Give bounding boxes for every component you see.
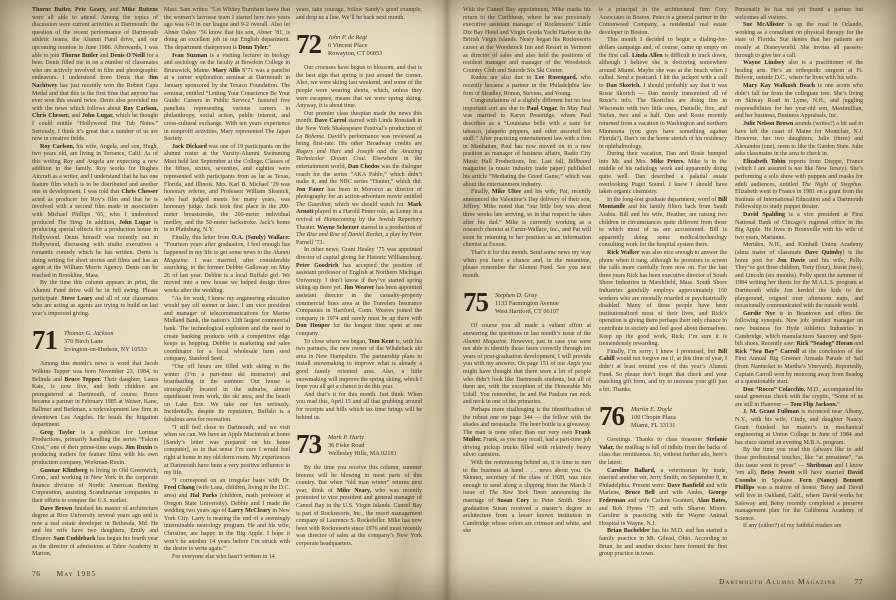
class-notes-paragraph: Mary Kay Walkush Beach is one acorn who didn’t fall far from the collegiate tree. She’s living on Skiway Road in Lyme, N.H., and juggling responsibilities for her year-old son, Maximillian, and her business, Business Appraisals, Inc.: [735, 82, 863, 120]
class-notes-paragraph: With the reminiscing behind us, it is time to turn to the business at hand . . . news about you. Os Skinner, secretary of the class of 1928, was nice enough to send along a clipping from the March 3 issue of The New York Times announcing the marriage of Susan Cory to Peter Smith. Since graduation Susan received a master’s degree in architecture from a lesser known institution in Cambridge whose colors are crimson and white, and she: [463, 460, 591, 535]
class-notes-paragraph: That’s it for this month. Send some news my way when you have a chance and, in the meantime, please remember the Alumni Fund. See you next month.: [463, 250, 591, 279]
class-notes-paragraph: For everyone else who hasn’t written in 14: [172, 553, 275, 560]
class-secretary-info: Stephen D. Gray 1133 Farmington Avenue West Hartford, CT 06107: [495, 292, 560, 316]
class-notes-paragraph: Thorne Butler, Pete Geary, and Mike Rubens were all able to attend. Among the topics of discussion were current activities at Dartmouth: the question of the recent performance of Dartmouth athletic teams, the Alumni Fund drive, and our upcoming reunion in June 1986. Afterwards, I was able to join Thorne Butler and Denis O’Neill for a beer. Denis filled me in on a number of classmates who are actively involved in film and photographic endeavors. I understood from Denis that Jim Nachtwey has just recently won the Robert Capa Medal and that this is the first time that anyone has ever won this award twice. Denis also provided me with the news which follows about Roy Carlson, Chris Chesser, and John Lugar, which he thought I could entitle “Hollywood Hot Tub Notes.” Seriously, I think it’s great that a number of us are now in creative fields.: [32, 7, 158, 143]
class-notes-paragraph: “As for work, I knew my engineering education would pay off sooner or later. I am vice president and manager of telecommunications for Marine Midland Bank, the nation’s 12th largest commercial bank. The technological explosion and the need to create banking products with a competitive edge keeps us hopping. Debbie is marketing and sales coordinator for a local wholesale farm seed company, Stanford Seed.: [164, 295, 290, 363]
class-notes-paragraph: Elizabeth Tobin reports from Dieppe, France (which I am assured is not like New Jersey). She’s performing a solo show with puppets and masks for adult audiences, entitled The Night of Sisyphus. Elizabeth went to France in 1981 on a grant from the Institute of International Education and a Dartmouth Fellowship to study puppet theater.: [735, 158, 863, 211]
class-year-number: 73: [296, 429, 321, 460]
right-page-column-3: [735, 7, 863, 567]
class-notes-paragraph: Gordie Nye is in Beantown and offers the following synopsis. New job: product manager on new business for Hyde Athletics Industries in Cambridge, which manufactures Saucony and Spot-bilt shoes. Recently saw: Rick “Seadog” Horan and Rick “Sea Bay” Carroll at the conclusion of the First Annual Big Greener Armada Parade of Sail (from Nantucket to Martha’s Vineyard). Reportedly, Captain Carroll won by motoring away from Seadog at a questionable start.: [735, 310, 863, 386]
class-notes-paragraph: Dave Brown finished his master of architecture degree at Rice University several years ago and is now a real estate developer in Bethesda, Md. He and his wife have two daughters, Emily and Eleanor. Sam Cuddeback has begun his fourth year as the director of admissions at Tabor Academy in Marion,: [32, 505, 158, 558]
class-notes-paragraph: Ivan Suzman is a visiting lecturer in biology and sociology on the faculty at Bowdoin College in Brunswick, Maine. Mary Allis S’71 was a panelist at a career exploration seminar at Dartmouth in January sponsored by the Texaco Foundation. The seminar, entitled “Letting Your Conscience Be Your Guide: Careers in Public Service,” featured five panelists representing various careers in philanthropy, social action, public interest, and cross-cultural exchange. With ten years experience in nonprofit activities, Mary represented The Japan Society.: [164, 52, 290, 143]
class-notes-paragraph: David Spalding is a vice president at First National Bank of Chicago’s regional office in the Big Apple. He lives in Bronxville with his wife of two years, Marianne.: [735, 212, 863, 241]
left-page-column-3: [296, 7, 422, 567]
class-secretary-info: John P. de Regt 6 Vincent Place Rowayton, CT 06853: [328, 34, 383, 58]
class-notes-paragraph: By the time you receive this column, summer breezes will be blowing in most parts of this country. But when “old man winter” returns next year, think of Mike Neary, who was recently promoted to vice president and general manager of Caneel Bay in the U.S. Virgin Islands. Caneel Bay is part of Rockresorts, Inc., the resort management company of Laurence S. Rockefeller. Mike has now been with Rockresorts since 1976 and most recently was director of sales at the company’s New York corporate headquarters.: [296, 465, 422, 548]
class-notes-paragraph: Among this month’s news is word that Jacob Wilkins Tepper was born November 23, 1984, to Belinda and Bruce Tepper. Their daughter, Laura Kate, is now five, and both children are preregistered at Dartmouth, of course. Bruce became a partner in February 1985 at Weiser, Kane, Ballmer and Berkman, a redevelopment law firm in downtown Los Angeles. He heads the litigation department.: [32, 361, 158, 429]
right-page-column-2: [599, 7, 727, 567]
class-header-76: [599, 401, 727, 432]
secretary-name: Thomas G. Jackson: [64, 330, 114, 338]
class-notes-paragraph: Rick Walker was also nice enough to answer the phone when it rang, although he promises to screen the calls more carefully from now on. For the last three years Rick has been executive director of South Shore Industries in Marshfield, Mass. South Shore Industries gainfully employs approximately 160 workers who are mentally retarded or psychiatrically disabled. Many of these people have been institutionalized most of their lives, and Rick’s operation is giving them perhaps their only chance to contribute to society and feel good about themselves. Keep up the good work, Rick; I’m sure it is tremendously rewarding.: [599, 250, 727, 348]
class-header-75: [463, 287, 591, 318]
left-page-column-2: [164, 7, 290, 567]
class-secretary-info: Martin E. Doyle 100 Chopin Plaza Miami, FL 33131: [631, 406, 676, 430]
class-notes-paragraph: By the time you read this (always like to add those professional touches, like “at presstime”, “as this issue went to press” — Shribman and I know ’em all), Betsy Jewett will have married David Coombs in Spokane. Fern (Nancy) Bennett Phillips was a matron of honor. Betsy and David will live in Oakland, Calif., where David works for Safeway and Betsy recently completed a preserve management plan for the California Academy of Science.: [735, 447, 863, 522]
secretary-name: John P. de Regt: [328, 34, 368, 42]
class-notes-paragraph: years, take courage, follow Sandy’s good example, and drop us a line. We’ll be back next month.: [296, 7, 422, 21]
right-page-number: 77: [854, 577, 863, 586]
class-notes-paragraph: Greg Taylor is a publicist for Lorimar Productions, primarily handling the series “Falcon Crest,” one of their prime-time soaps. Jim Ruxin is producing trailers for feature films with his own production company, Workman-Ruxin.: [32, 429, 158, 467]
class-notes-paragraph: Brian Bachelder has his M.D. and has started a family practice in Mt. Gilead, Ohio. According to Brian, he and another doctor have formed the first group practice in town.: [599, 528, 727, 558]
class-notes-paragraph: This month I decided to begin a dialing-for-dollars campaign and, of course, came up empty on the first call. Linda Allen is difficult to track down, although I believe she is doctoring somewhere around Miami. Maybe she was at the beach when I called. Send a postcard. I hit the jackpot with a call to Dan Skorich. I should probably say that it was Rosie Skorich — Dan merely transmitted all of Rosie’s info. The Skoriches are doing fine in Wisconsin with two little ones, Danielle, five, and Stefan, two and a half. Dan and Rosie recently returned from a vacation to Washington and northern Minnesota (you guys have something against Florida?). Dan’s on the home stretch of his residency in ophthalmology.: [599, 37, 727, 150]
class-notes-paragraph: If any (either?) of my faithful readers are: [743, 523, 842, 530]
class-notes-paragraph: Wayne Lindsey also is a practitioner of the healing arts. He’s an orthopedic surgeon at Ft. Belvoir, outside D.C., where he lives with his wife.: [735, 60, 863, 82]
class-notes-paragraph: In the long-lost graduate department, word of Bill Montanile and his family filters back from Saudi Arabia. Bill and his wife, Heather, are raising two children in circumstances quite different from those to which most of us are accustomed. Bill is apparently doing some medical/technology consulting work for the hospital system there.: [599, 196, 727, 249]
class-notes-paragraph: “Our off hours are filled with skiing in the winter (I’m a part-time ski instructor) and boardsailing in the summer. Our house is strategically located in the suburbs, almost equidistant from work, the ski area, and the beach on Lake Erie. We take our fun seriously. Incidentally, despite its reputation, Buffalo is a fabulous area for recreation.: [164, 363, 290, 424]
class-notes-paragraph: To close where we began, Tom Kent is, with his two partners, the new owner of the Whaleback ski area in New Hampshire. The partnership plans to install snowmaking to improve what is already a good family oriented area. Also, a little snowmaking will improve the spring skiing, which I hope you all get a chance to do this year.: [296, 338, 422, 391]
class-year-number: 71: [32, 325, 57, 356]
right-page: [448, 0, 896, 600]
class-year-number: 75: [463, 287, 488, 318]
class-notes-paragraph: “I correspond on an irregular basis with Dr. Fred Chang (wife Lana, children, living in the D.C. area) and Hal Parks (children, math professor at Oregon State University). Debbie and I made the wedding two years ago of Larry McCleary in New York City. Larry is nearing the end of a seemingly interminable neurology program. He and his wife, Christine, are happy in the Big Apple. I hope it won’t be another 14 years before I’m struck with the desire to write again.”: [164, 477, 290, 553]
class-header-72: [296, 29, 422, 60]
class-notes-paragraph: Greetings. Thanks to class treasurer Stefanie Valar, the mailbag is full of tidbits from the backs of class due remittances. So, without further ado, here’s the latest:: [599, 437, 727, 467]
right-page-footer: [463, 577, 863, 586]
class-notes-paragraph: Gunnar Klintberg is living in Old Greenwich, Conn., and working in New York in the corporate finance division of Nordic American Banking Corporation, assisting Scandinavian companies in their efforts to conquer the U.S. market.: [32, 467, 158, 505]
class-notes-paragraph: Meriden, N.H., and Kimball Union Academy (alma mater of classmate Dave Quimby) is the home port for Jon Davie and his wife, Polly. They’ve got three children, Tony (four), Jessie (two), and Lincoln (six months). Polly spent the summer of 1984 writing her thesis for the M.A.L.S. program at Dartmouth while Jon herded the kids to the playground, reigned over afternoon naps, and occasionally communicated with the outside world.: [735, 242, 863, 310]
magazine-title: Dartmouth Alumni Magazine: [719, 577, 837, 586]
class-notes-paragraph: J. M. Grant Fullman is esconced near Albany, N.Y., with his wife, Cindy, and daughter Nancy. Grant finished his master’s in mechanical engineering at Union College in June of 1984 and has since started an evening M.B.A. program.: [735, 409, 863, 446]
class-notes-paragraph: By the time this column appears in print, the Alumni Fund drive will be in full swing. Please participate. Steve Leary and all of our classmates who are acting as agents are trying to build on last year’s improved giving.: [32, 280, 158, 317]
class-notes-paragraph: Roy Carlson, his wife, Angela, and son, Hugh, two years old, are living in Torrance, Calif. As of this writing Roy and Angela are expecting a new addition to the family. Roy works for Hughes Aircraft as a writer, and I understand that he has one feature film which is to be distributed and another one in development. I was told that Chris Chesser acted as producer for Roy’s film and that he is involved with a second film made in association with Michael Phillips ’65, who I understood produced The Sting. In addition, John Lugar is producing special effects for a production house in Hollywood. Denis himself was recently out in Hollywood, discussing with studio executives a romantic comedy which he has written. Denis is doing writing for short stories and films and has an agent at the William Morris Agency. Denis can be reached in Brookline, Mass.: [32, 143, 158, 279]
class-notes-paragraph: Jack Dickard was one of 19 participants on the alumni roster at the Varsity-Alumni Swimming Meet held last September at the College. Classes of the fifties, sixties, seventies, and eighties were represented with participants from as far as Texas, Florida, and Illinois. Mrs. Karl B. Michael ’29 was honorary referee, and Professor William Slesnick, who had judged meets for many years, was honorary judge. Jack took first place in the 200-meter breaststroke, the 200-meter individual medley, and the 50-meter backstroke. Jack’s home is in Plattsburg, N.Y.: [164, 143, 290, 234]
class-header-73: [296, 429, 422, 460]
class-notes-paragraph: Caroline Ballard, a veterinarian by trade, married another vet, Jerry Smith, on September 8, in Philadelphia. Present were: Dave Banfield and wife Marlene, Bruce Bell and wife Andes, George Federman and wife Carlene Granieri, Alan Bates, and Bob Hynes ’75 and wife Sharon Moore. Caroline is practicing with the Wayne Animal Hospital in Wayne, N.J.: [599, 467, 727, 527]
left-page-footer: [32, 569, 96, 578]
class-notes-paragraph: In other news, Grant Healey ’75 was appointed director of capital giving for Historic Williamsburg. Peter Goodrich has accepted the position of assistant professor of English at Northern Michigan University. I don’t know if they’ve started spring skiing up there yet. Jim Weaver has been appointed assistant director in the casualty-property commercial lines area at the Travelers Insurance Companies in Hartford, Conn. Weaves joined the company in 1974 and surely must be up there with Don Houper for the longest time spent at one company.: [296, 247, 422, 337]
class-notes-paragraph: Finally, Mike Ultee and his wife, Pat, recently announced the Valentine’s Day delivery of their son, Jeffrey. Mike noted that “our little boy was about three weeks late arriving, so in that respect he takes after his dad.” Mike is currently working as a research chemist at Carter-Wallace, Inc., and Pat will soon be returning to her position as an information chemist at Exxon.: [463, 189, 591, 249]
class-notes-paragraph: is a principal in the architectural firm Cory Associates in Boston. Peter is a general partner in the Cottonwood Company, a residential real estate developer in Boston.: [599, 7, 727, 36]
class-header-71: [32, 325, 158, 356]
class-notes-paragraph: Mass. Sam writes: “Let Whitey Burnham know that the women’s lacrosse team I started here two years ago was 6-0 in our league and 9-2 overall. Also let Abner Oakes ’56 know that his son, Abner ’81, is doing an excellent job in our English department. The department chairperson is Donn Tyler.”: [164, 7, 290, 51]
class-notes-paragraph: Of course you all made a valiant effort at answering the questions in last month’s issue of the Alumni Magazine. However, just in case you were not able to identify those faces correctly through ten years of post-graduation development, I will provide you with my answers. On page 151 of our Aegis you might have thought that there were a lot of people who didn’t look like Dartmouth students, but all of them are, with the exception of the Honorable Mo Udall. You remember, he and Pat Paulsen ran neck and neck in one of the primaries.: [463, 323, 591, 406]
class-notes-paragraph: Julie Nelson Brown sounds (writes?) a bit sad to have left the coast of Maine for Montclair, N.J. However, her two daughters, Julie (three) and Alexandra (one), seem to like the Garden State. Julie asks classmates in the area to check in.: [735, 120, 863, 158]
right-page-column-1: [463, 7, 591, 567]
class-notes-paragraph: Finally, this letter from O.A. (Sandy) Wallace: “Fourteen years after graduation, I feel enough has happened in my life to get some news to the Alumni Magazine. I was married, after considerable searching, to the former Debbie Galloway on May 26 of last year. Debbie is a local Buffalo girl. We moved into a new house we helped design three weeks after the wedding.: [164, 234, 290, 294]
class-notes-paragraph: Don “Rocco” Colacchio, M.D., accompanied his usual generous check with the cryptic, “Some of us are still in Hanover — Tom Flip Jackson.”: [735, 386, 863, 408]
left-page-column-1: [32, 7, 158, 567]
class-notes-paragraph: Our crocuses have begun to blossom, and that is the best sign that spring is just around the corner. Also, we were skiing last weekend, and some of the people were wearing shorts, which, unless they were escapees, means that we were spring skiing. Anyway, it is about time.: [296, 65, 422, 110]
class-notes-paragraph: Kudos are also due to Lee Rosengard, who recently became a partner in the Philadelphia law firm of Stradley, Ronon, Stevens, and Young.: [463, 75, 591, 97]
class-notes-paragraph: During their vacation, Dan and Rosie bumped into Mr. and Mrs. Mike Peters. Mike is in the middle of his radiology work and apparently doing quite well. Dan described a palatial estate overlooking Puget Sound. I knew I should have taken organic chemistry.: [599, 151, 727, 196]
class-notes-paragraph: And that’s it for this month. Just think. When you read this, April 15 and all that grubbing around for receipts and bills which tax time brings will be behind us.: [296, 391, 422, 421]
class-secretary-info: Mark P. Harty 36 Fiske Road Wellesley Hills, MA 02181: [328, 434, 397, 458]
class-secretary-info: Thomas G. Jackson 370 Birch Lane Irvington-on-Hudson, NY 10533: [64, 330, 147, 354]
class-notes-paragraph: Perhaps more challenging is the identification of the robust one on page 344 — the fellow with the shades and moustache. The beer bottle is a giveaway. The man is none other than our very own Frank Muller. Frank, as you may recall, had a part-time job driving pickup trucks filled with relatively heavy silver canisters.: [463, 406, 591, 459]
class-notes-paragraph: Our premier class thespian made the news this month. Dave Carrol starred with Linda Ronstadt in the New York Shakespeare Festival’s production of La Boheme. David’s performance was reviewed as being first-rate. His other Broadway credits are Rogers and Hart and Joseph and the Amazing Technicolor Dream Coat. Elsewhere in the entertainment world, Dan Chodos was the dialogue coach for the series “AKA Pablo,” which didn’t make it, and the NBC series “Hunter,” which did. Jon Fauer has been in Morocco as director of photography for an action-adventure movie entitled The Guardian, which we should watch for. Mark Arnott played in a Harold Pinter role, as Lenny in a revival of Homecoming by the Jewish Repertory Theater. Wayne Scherzer starred in a production of The Rise and Rise of Daniel Rocket, a play by Peter Parnell ’73.: [296, 110, 422, 246]
class-year-number: 72: [296, 29, 321, 60]
left-page-number: 76: [32, 569, 41, 578]
secretary-name: Stephen D. Gray: [495, 292, 538, 300]
class-year-number: 76: [599, 401, 624, 432]
class-notes-paragraph: “I still feel close to Dartmouth, and we visit when we can. We have an Apple Macintosh at home [Sandy’s letter was prepared on his home computer], so in that sense I’m sure I would feel right at home in my old dorm room. My experiences at Dartmouth have been a very positive influence in my life.: [164, 424, 290, 477]
secretary-name: Mark P. Harty: [328, 434, 365, 442]
class-notes-paragraph: Sue McAllister is up the road in Orlando, working as a consultant on physical therapy for the state of Florida. Sue denies that her patients are mostly at Disneyworld. She invites all passers-through to give her a call.: [735, 22, 863, 59]
secretary-name: Martin E. Doyle: [631, 406, 673, 414]
class-notes-paragraph: Finally, I’m sorry; I knew I promised, but Bill Cahill would not forgive me if, at this time of year, I didn’t at least remind you of this year’s Alumni Fund. So please don’t forget that check and your matching gift form, and try to increase your gift just a bit. Thanks.: [599, 348, 727, 393]
class-notes-paragraph: Personally he has not yet found a partner but welcomes all visitors.: [735, 7, 863, 21]
issue-date: May 1985: [56, 569, 97, 578]
class-notes-paragraph: With the Caneel Bay appointment, Mike marks his return to the Caribbean, where he was previously executive assistant manager of Rockresorts’ Little Dix Bay Hotel and Virgin Gorda Yacht Harbor in the British Virgin Islands. Neary began his Rockresorts career at the Woodstock Inn and Resort in Vermont as director of sales and also held the positions of resident manager and manager of the Woodstock Country Club and Suicide Six Ski Center.: [463, 7, 591, 74]
class-notes-paragraph: Congratulations of a slightly different but no less important sort are due to Paul Ungar. In May Paul was married to Karyn Prestridge, whom Paul describes as a “Louisiana belle with a taste for tabasco, jalapeño peppers, and other assorted hot stuff.” After practicing entertainment law with a firm in Manhattan, Paul has now moved on to a new position as manager of business affairs, Radio City Music Hall Productions, Inc. Last fall, Billboard magazine (a music industry trade paper) published his article “Mediating the Greed Game,” which was about the entertainment industry.: [463, 98, 591, 188]
